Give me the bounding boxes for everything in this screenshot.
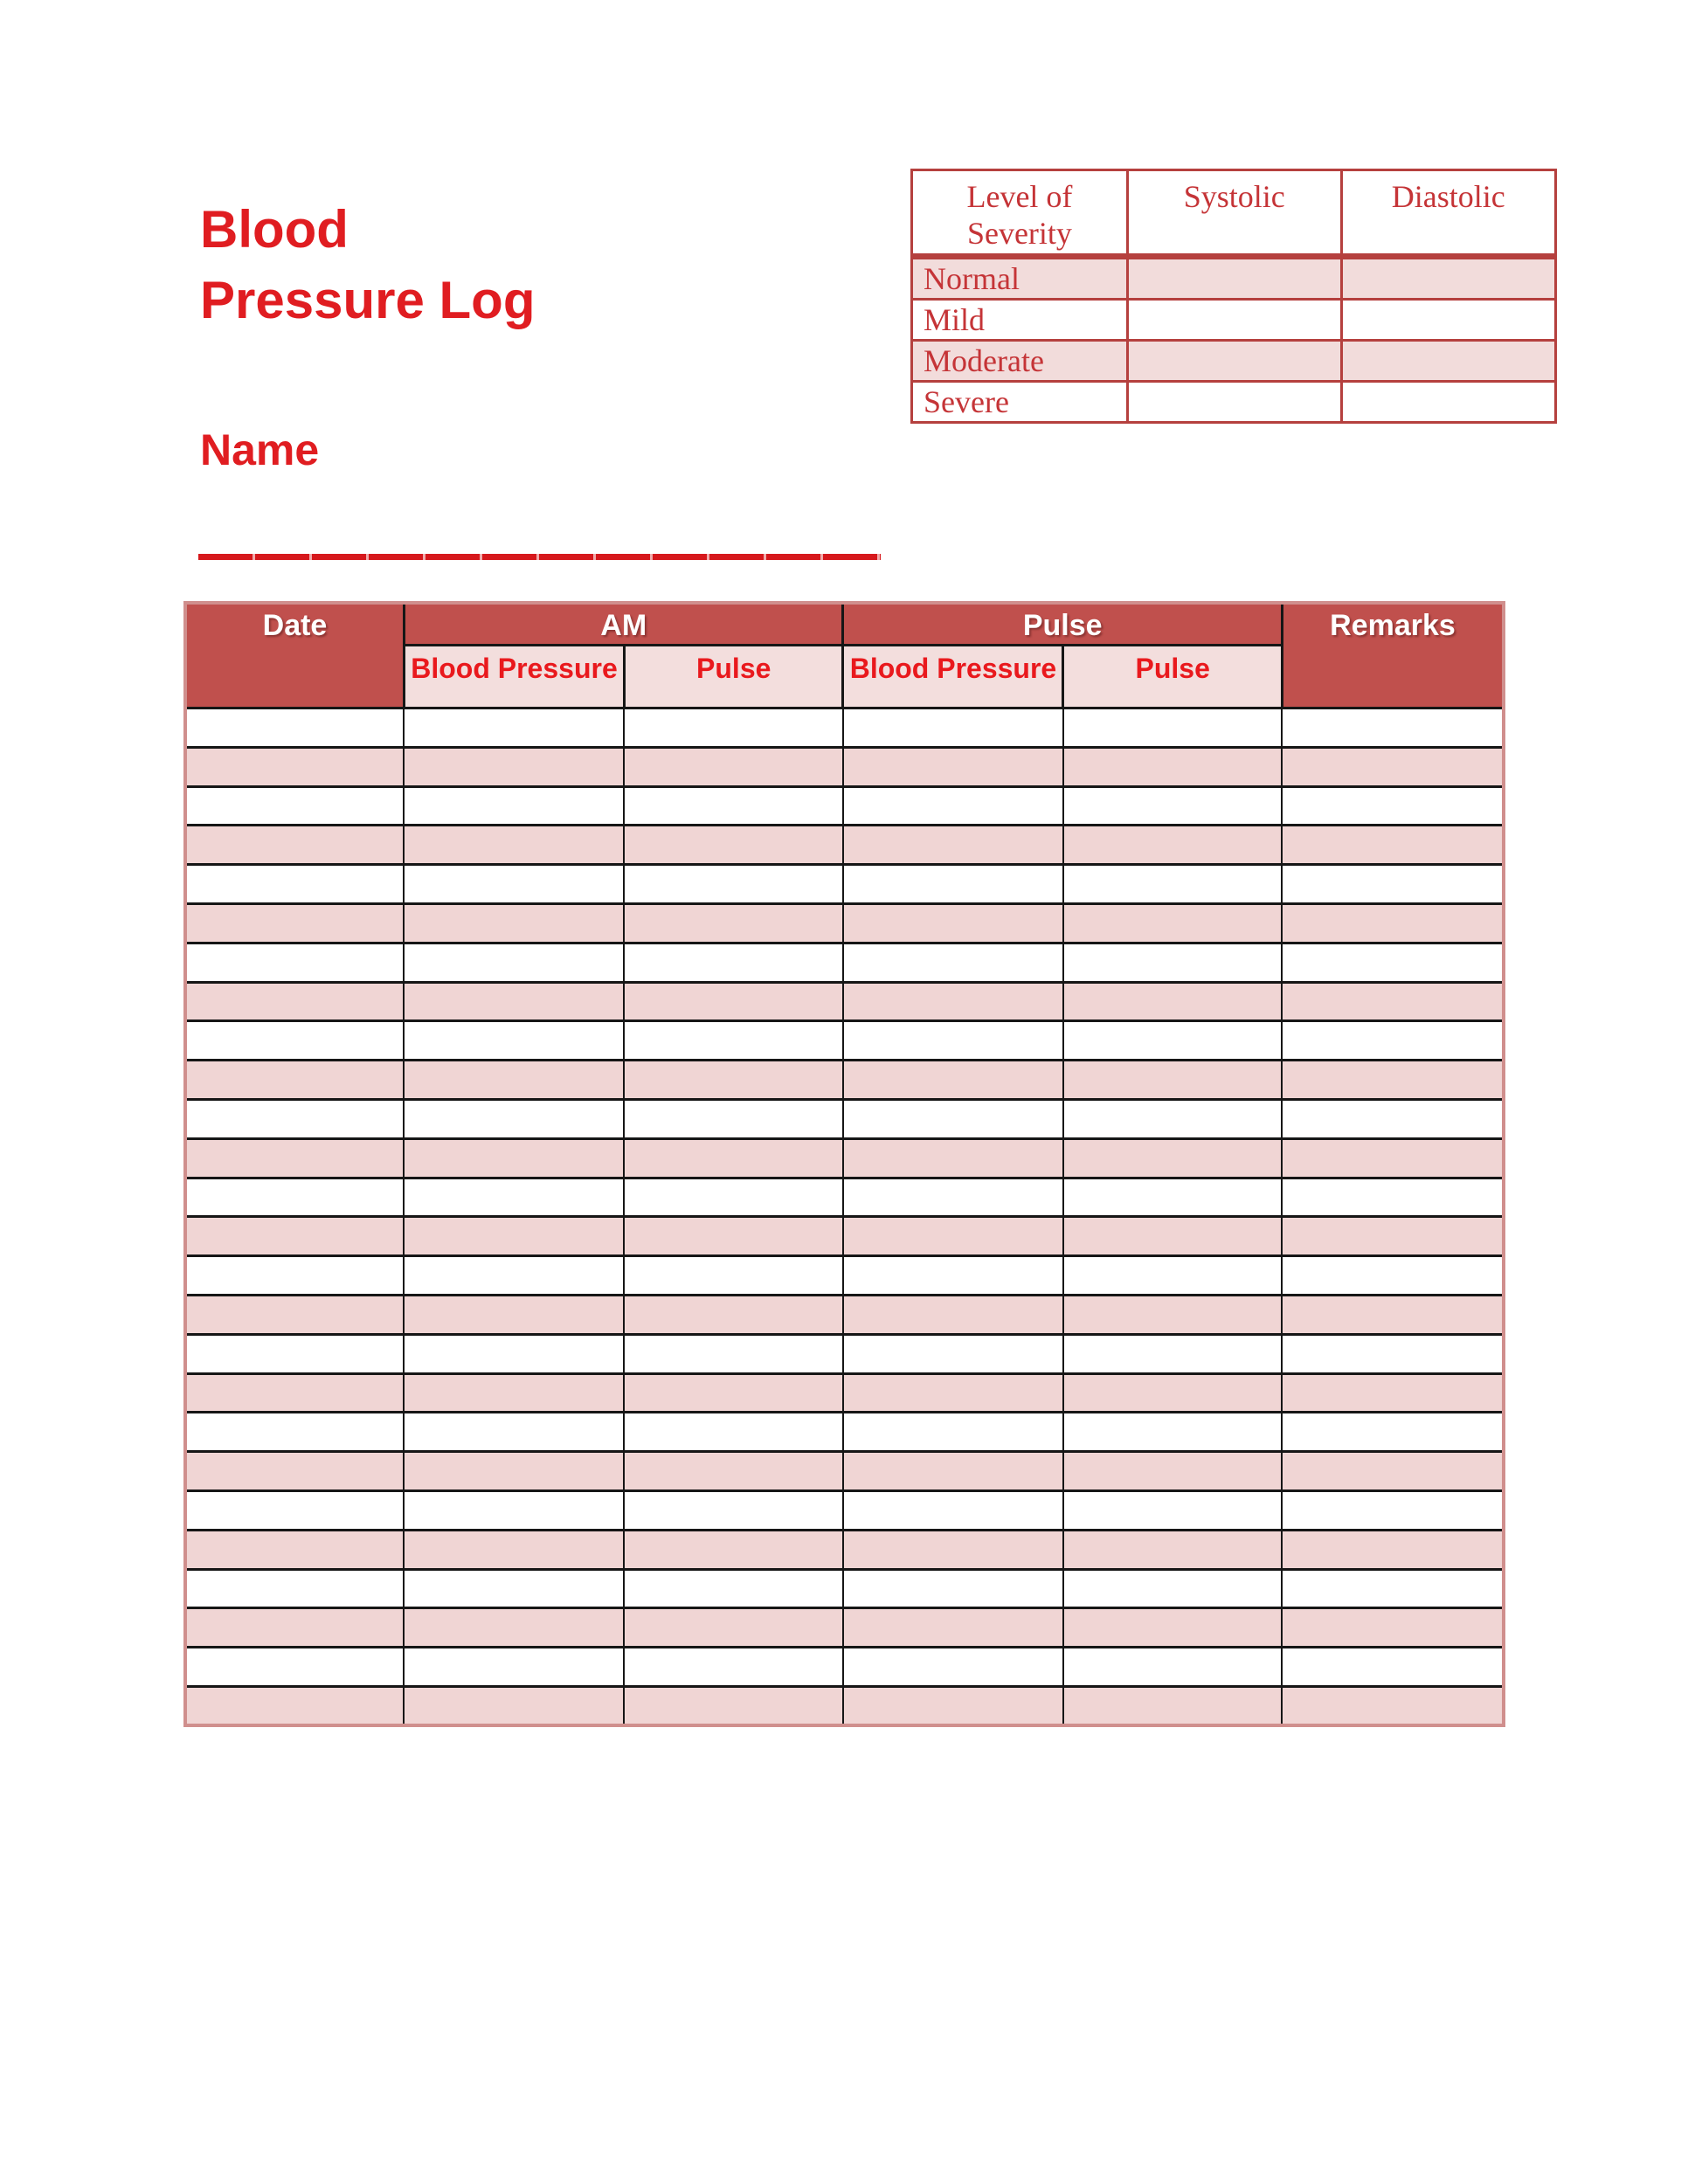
severity-systolic-cell bbox=[1127, 299, 1341, 340]
col-header-remarks: Remarks bbox=[1282, 603, 1504, 708]
log-row-4 bbox=[185, 826, 1504, 865]
log-cell bbox=[1282, 1256, 1504, 1296]
severity-diastolic-cell bbox=[1341, 381, 1555, 422]
log-cell bbox=[624, 1490, 842, 1530]
log-cell bbox=[404, 1217, 624, 1256]
log-cell bbox=[404, 865, 624, 904]
log-cell bbox=[843, 1413, 1063, 1452]
log-row-14 bbox=[185, 1217, 1504, 1256]
log-cell bbox=[1282, 1178, 1504, 1217]
col-subheader-pm-pulse: Pulse bbox=[1063, 646, 1282, 708]
log-cell bbox=[185, 708, 404, 748]
log-cell bbox=[1282, 1138, 1504, 1178]
log-cell bbox=[1282, 943, 1504, 982]
log-cell bbox=[624, 1021, 842, 1061]
log-cell bbox=[624, 1452, 842, 1491]
severity-diastolic-cell bbox=[1341, 299, 1555, 340]
log-cell bbox=[1282, 1334, 1504, 1373]
severity-label: Mild bbox=[912, 299, 1128, 340]
log-cell bbox=[624, 1138, 842, 1178]
log-cell bbox=[404, 903, 624, 943]
log-cell bbox=[185, 1334, 404, 1373]
log-cell bbox=[624, 865, 842, 904]
log-cell bbox=[1063, 747, 1282, 786]
log-cell bbox=[404, 708, 624, 748]
page-title-line2: Pressure Log bbox=[200, 271, 536, 329]
log-cell bbox=[1282, 1021, 1504, 1061]
log-cell bbox=[1063, 1334, 1282, 1373]
log-cell bbox=[843, 1138, 1063, 1178]
log-cell bbox=[624, 982, 842, 1021]
log-cell bbox=[404, 943, 624, 982]
log-table-body bbox=[185, 708, 1504, 1726]
log-cell bbox=[404, 1413, 624, 1452]
severity-systolic-cell bbox=[1127, 340, 1341, 381]
log-cell bbox=[624, 1530, 842, 1569]
log-row-6 bbox=[185, 903, 1504, 943]
log-row-22 bbox=[185, 1530, 1504, 1569]
log-cell bbox=[1063, 1686, 1282, 1725]
log-cell bbox=[1063, 1099, 1282, 1138]
log-cell bbox=[843, 826, 1063, 865]
log-cell bbox=[404, 786, 624, 826]
log-cell bbox=[624, 786, 842, 826]
col-group-pm: Pulse bbox=[843, 603, 1282, 646]
log-cell bbox=[185, 1061, 404, 1100]
log-cell bbox=[185, 1021, 404, 1061]
log-cell bbox=[1282, 1530, 1504, 1569]
log-cell bbox=[843, 1452, 1063, 1491]
log-cell bbox=[404, 1373, 624, 1413]
log-cell bbox=[185, 1490, 404, 1530]
log-cell bbox=[185, 1178, 404, 1217]
severity-label: Moderate bbox=[912, 340, 1128, 381]
log-cell bbox=[1063, 708, 1282, 748]
log-cell bbox=[843, 1490, 1063, 1530]
severity-label: Normal bbox=[912, 256, 1128, 299]
log-cell bbox=[1063, 826, 1282, 865]
severity-header-row bbox=[912, 170, 1556, 257]
log-cell bbox=[185, 903, 404, 943]
log-cell bbox=[404, 1530, 624, 1569]
log-cell bbox=[1063, 1373, 1282, 1413]
log-cell bbox=[404, 1021, 624, 1061]
log-cell bbox=[404, 1648, 624, 1687]
log-cell bbox=[1063, 1530, 1282, 1569]
log-cell bbox=[843, 1608, 1063, 1648]
log-cell bbox=[624, 1295, 842, 1334]
log-row-25 bbox=[185, 1648, 1504, 1687]
log-cell bbox=[624, 1256, 842, 1296]
log-cell bbox=[1063, 786, 1282, 826]
log-cell bbox=[185, 747, 404, 786]
log-cell bbox=[404, 1099, 624, 1138]
log-cell bbox=[843, 1178, 1063, 1217]
log-cell bbox=[843, 1686, 1063, 1725]
log-cell bbox=[1282, 1295, 1504, 1334]
log-cell bbox=[843, 943, 1063, 982]
log-cell bbox=[1063, 1648, 1282, 1687]
log-cell bbox=[185, 1295, 404, 1334]
page-title-line1: Blood bbox=[200, 200, 349, 259]
severity-header-systolic: Systolic bbox=[1127, 170, 1341, 257]
log-cell bbox=[1282, 1099, 1504, 1138]
log-cell bbox=[1282, 826, 1504, 865]
log-cell bbox=[185, 1217, 404, 1256]
severity-row-mild bbox=[912, 299, 1556, 340]
log-cell bbox=[843, 1295, 1063, 1334]
log-row-15 bbox=[185, 1256, 1504, 1296]
log-row-26 bbox=[185, 1686, 1504, 1725]
log-row-16 bbox=[185, 1295, 1504, 1334]
log-cell bbox=[1282, 1413, 1504, 1452]
col-subheader-am-pulse: Pulse bbox=[624, 646, 842, 708]
severity-row-moderate bbox=[912, 340, 1556, 381]
log-cell bbox=[185, 1138, 404, 1178]
log-row-23 bbox=[185, 1569, 1504, 1608]
log-cell bbox=[1282, 1648, 1504, 1687]
log-cell bbox=[1063, 1490, 1282, 1530]
log-cell bbox=[1063, 1413, 1282, 1452]
log-cell bbox=[1282, 1608, 1504, 1648]
log-cell bbox=[1282, 982, 1504, 1021]
log-cell bbox=[185, 1686, 404, 1725]
log-cell bbox=[1063, 1569, 1282, 1608]
log-cell bbox=[185, 943, 404, 982]
log-row-8 bbox=[185, 982, 1504, 1021]
severity-row-severe bbox=[912, 381, 1556, 422]
log-cell bbox=[843, 865, 1063, 904]
log-cell bbox=[404, 1452, 624, 1491]
severity-table bbox=[910, 169, 1557, 424]
log-cell bbox=[1282, 708, 1504, 748]
log-cell bbox=[843, 786, 1063, 826]
log-row-2 bbox=[185, 747, 1504, 786]
log-cell bbox=[185, 1530, 404, 1569]
log-cell bbox=[624, 943, 842, 982]
log-cell bbox=[1063, 1178, 1282, 1217]
log-cell bbox=[185, 1256, 404, 1296]
log-cell bbox=[404, 1138, 624, 1178]
log-cell bbox=[185, 786, 404, 826]
log-cell bbox=[624, 1569, 842, 1608]
col-group-am: AM bbox=[404, 603, 842, 646]
log-cell bbox=[1063, 1021, 1282, 1061]
log-row-10 bbox=[185, 1061, 1504, 1100]
log-cell bbox=[404, 1061, 624, 1100]
log-cell bbox=[185, 1608, 404, 1648]
log-cell bbox=[1282, 747, 1504, 786]
log-cell bbox=[404, 1256, 624, 1296]
log-cell bbox=[1282, 1686, 1504, 1725]
log-row-24 bbox=[185, 1608, 1504, 1648]
log-cell bbox=[843, 1217, 1063, 1256]
log-row-3 bbox=[185, 786, 1504, 826]
log-cell bbox=[1063, 943, 1282, 982]
log-cell bbox=[1063, 1061, 1282, 1100]
log-cell bbox=[843, 1648, 1063, 1687]
log-row-9 bbox=[185, 1021, 1504, 1061]
log-cell bbox=[1282, 903, 1504, 943]
log-cell bbox=[843, 1373, 1063, 1413]
col-subheader-am-bp: Blood Pressure bbox=[404, 646, 624, 708]
log-row-5 bbox=[185, 865, 1504, 904]
log-cell bbox=[1063, 1256, 1282, 1296]
page-title bbox=[200, 194, 535, 335]
log-row-17 bbox=[185, 1334, 1504, 1373]
log-cell bbox=[404, 1334, 624, 1373]
log-cell bbox=[185, 1569, 404, 1608]
log-cell bbox=[624, 1217, 842, 1256]
log-cell bbox=[624, 826, 842, 865]
log-cell bbox=[843, 747, 1063, 786]
log-cell bbox=[185, 1413, 404, 1452]
severity-diastolic-cell bbox=[1341, 256, 1555, 299]
log-cell bbox=[624, 1334, 842, 1373]
log-cell bbox=[843, 1021, 1063, 1061]
col-subheader-pm-bp: Blood Pressure bbox=[843, 646, 1063, 708]
severity-diastolic-cell bbox=[1341, 340, 1555, 381]
log-cell bbox=[404, 826, 624, 865]
log-cell bbox=[843, 1061, 1063, 1100]
log-cell bbox=[843, 1569, 1063, 1608]
log-cell bbox=[404, 1490, 624, 1530]
log-cell bbox=[624, 1178, 842, 1217]
log-cell bbox=[1282, 865, 1504, 904]
log-cell bbox=[843, 1099, 1063, 1138]
bp-log-table bbox=[183, 601, 1505, 1727]
severity-systolic-cell bbox=[1127, 256, 1341, 299]
log-cell bbox=[1282, 1061, 1504, 1100]
log-cell bbox=[185, 982, 404, 1021]
log-cell bbox=[1063, 1217, 1282, 1256]
log-cell bbox=[624, 1099, 842, 1138]
log-cell bbox=[185, 1648, 404, 1687]
severity-systolic-cell bbox=[1127, 381, 1341, 422]
log-cell bbox=[1282, 1373, 1504, 1413]
log-cell bbox=[624, 1608, 842, 1648]
log-cell bbox=[185, 1099, 404, 1138]
log-cell bbox=[843, 708, 1063, 748]
log-cell bbox=[1063, 1138, 1282, 1178]
log-cell bbox=[843, 1256, 1063, 1296]
log-row-19 bbox=[185, 1413, 1504, 1452]
log-cell bbox=[843, 982, 1063, 1021]
log-row-1 bbox=[185, 708, 1504, 748]
log-row-7 bbox=[185, 943, 1504, 982]
log-cell bbox=[843, 1530, 1063, 1569]
log-row-18 bbox=[185, 1373, 1504, 1413]
log-row-20 bbox=[185, 1452, 1504, 1491]
log-cell bbox=[1063, 903, 1282, 943]
name-underline bbox=[198, 554, 881, 560]
log-cell bbox=[624, 1686, 842, 1725]
log-cell bbox=[404, 1686, 624, 1725]
log-cell bbox=[185, 1452, 404, 1491]
name-label: Name bbox=[200, 425, 320, 474]
log-cell bbox=[624, 1648, 842, 1687]
log-row-13 bbox=[185, 1178, 1504, 1217]
log-cell bbox=[624, 1061, 842, 1100]
log-cell bbox=[1282, 786, 1504, 826]
log-row-11 bbox=[185, 1099, 1504, 1138]
log-cell bbox=[1063, 982, 1282, 1021]
log-cell bbox=[624, 1373, 842, 1413]
log-cell bbox=[404, 747, 624, 786]
log-cell bbox=[1063, 865, 1282, 904]
log-cell bbox=[185, 1373, 404, 1413]
col-header-date: Date bbox=[185, 603, 404, 708]
log-cell bbox=[404, 1569, 624, 1608]
log-row-12 bbox=[185, 1138, 1504, 1178]
log-cell bbox=[404, 1608, 624, 1648]
log-cell bbox=[624, 747, 842, 786]
log-cell bbox=[624, 1413, 842, 1452]
log-cell bbox=[1282, 1452, 1504, 1491]
log-cell bbox=[1282, 1217, 1504, 1256]
severity-header-diastolic: Diastolic bbox=[1341, 170, 1555, 257]
log-cell bbox=[624, 903, 842, 943]
log-cell bbox=[843, 903, 1063, 943]
log-cell bbox=[185, 826, 404, 865]
log-cell bbox=[1282, 1569, 1504, 1608]
log-cell bbox=[404, 982, 624, 1021]
log-cell bbox=[404, 1178, 624, 1217]
log-cell bbox=[1063, 1295, 1282, 1334]
log-row-21 bbox=[185, 1490, 1504, 1530]
log-cell bbox=[404, 1295, 624, 1334]
log-cell bbox=[1063, 1608, 1282, 1648]
severity-header-level: Level of Severity bbox=[912, 170, 1128, 257]
severity-label: Severe bbox=[912, 381, 1128, 422]
log-cell bbox=[1282, 1490, 1504, 1530]
log-cell bbox=[1063, 1452, 1282, 1491]
log-cell bbox=[843, 1334, 1063, 1373]
log-cell bbox=[624, 708, 842, 748]
log-header-row-groups bbox=[185, 603, 1504, 646]
severity-row-normal bbox=[912, 256, 1556, 299]
log-cell bbox=[185, 865, 404, 904]
